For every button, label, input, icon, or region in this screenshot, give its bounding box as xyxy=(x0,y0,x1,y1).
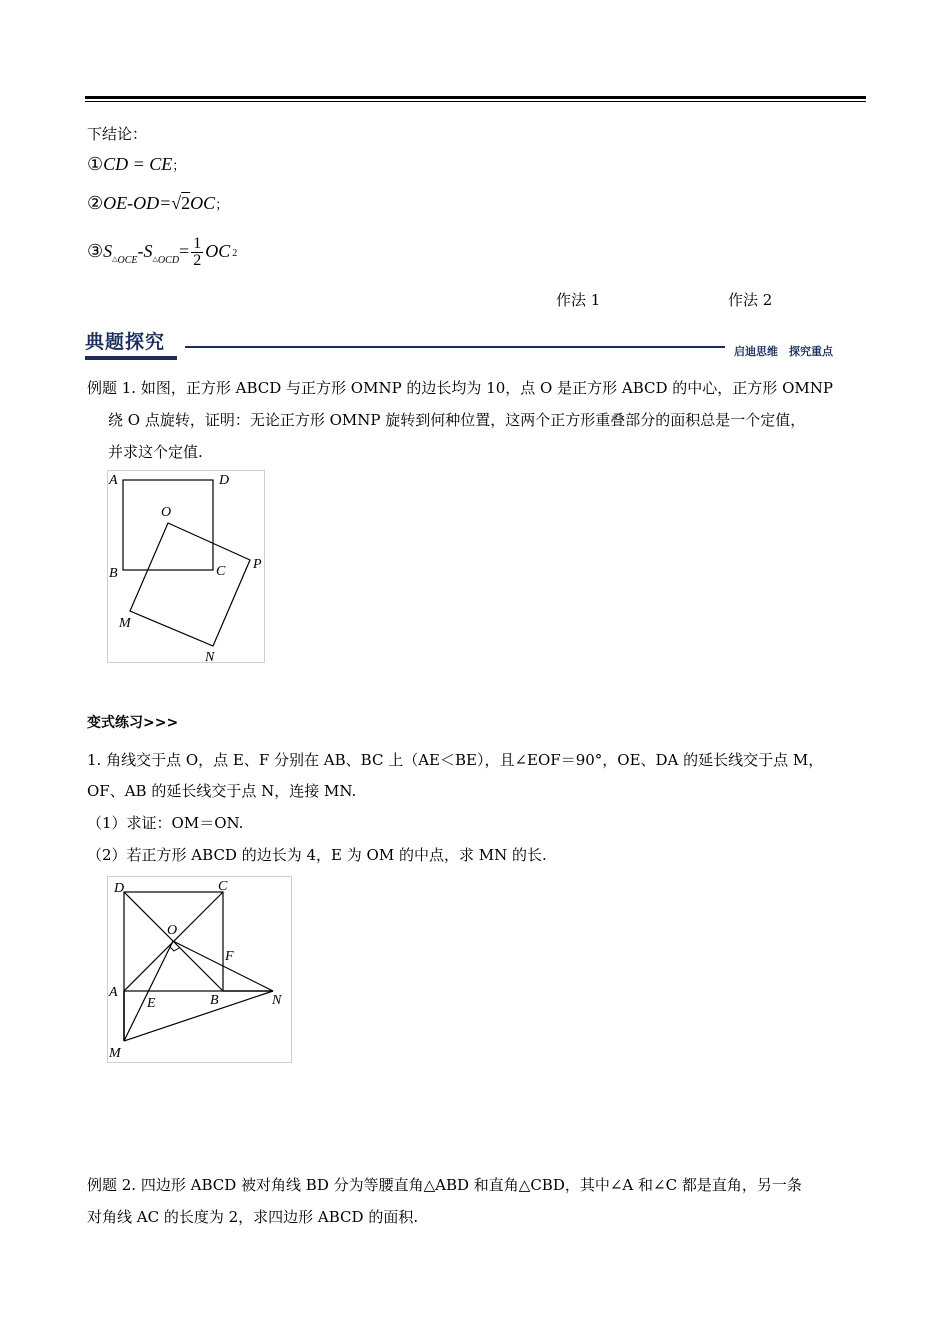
header-rule-thin xyxy=(85,101,866,102)
method-2-label: 作法 2 xyxy=(728,291,773,309)
example2-line1: 例题 2. 四边形 ABCD 被对角线 BD 分为等腰直角△ABD 和直角△CBD，其中∠A 和∠C 都是直角，另一条 xyxy=(87,1176,802,1194)
label-d: D xyxy=(114,881,125,896)
example1-line2: 绕 O 点旋转，证明：无论正方形 OMNP 旋转到何种位置，这两个正方形重叠部分的面积总是一个定值， xyxy=(108,411,806,429)
triangle-symbol-2: △ xyxy=(152,255,158,263)
section-divider-line xyxy=(185,346,725,348)
section-title-underline xyxy=(85,356,177,360)
intro-lead: 下结论： xyxy=(87,125,148,143)
practice-line2: OF、AB 的延长线交于点 N，连接 MN. xyxy=(87,782,357,800)
square-abcd xyxy=(123,480,213,570)
conclusion-3 xyxy=(87,236,237,276)
example1-figure xyxy=(107,470,265,663)
conclusion-3-s1: S xyxy=(103,241,113,261)
practice-figure xyxy=(107,876,292,1063)
header-rule-thick xyxy=(85,96,866,99)
label-f: F xyxy=(225,949,234,964)
conclusion-3-sub1: OCE xyxy=(117,255,138,266)
conclusion-3-exponent: 2 xyxy=(232,248,238,259)
label-c: C xyxy=(218,879,228,894)
practice-line1: 1. 角线交于点 O，点 E、F 分别在 AB、BC 上（AE＜BE），且∠EOF＝90°，OE、DA 的延长线交于点 M， xyxy=(87,751,824,769)
section-tag: 启迪思维 探究重点 xyxy=(734,345,833,358)
practice-part1: （1）求证：OM＝ON. xyxy=(87,814,244,832)
conclusion-2-lhs: OE-OD= xyxy=(103,193,172,213)
conclusion-3-sub2: OCD xyxy=(157,255,180,266)
square-omnp xyxy=(130,523,250,646)
label-m: M xyxy=(119,616,131,631)
conclusion-3-number: ③ xyxy=(87,241,104,261)
conclusion-3-equals: = xyxy=(179,241,190,261)
example1-diagram xyxy=(108,471,264,662)
section-title: 典题探究 xyxy=(85,331,166,353)
label-d: D xyxy=(219,473,230,488)
conclusion-2-number: ② xyxy=(87,193,104,213)
label-n: N xyxy=(272,993,282,1008)
label-m: M xyxy=(109,1046,121,1061)
label-o: O xyxy=(161,505,172,520)
sqrt-sign: √ xyxy=(171,193,182,213)
conclusion-3-minus: -S xyxy=(137,241,153,261)
conclusion-1-expression: CD = CE xyxy=(103,154,173,174)
method-1-label: 作法 1 xyxy=(556,291,601,309)
label-c: C xyxy=(216,564,226,579)
label-o: O xyxy=(167,923,178,938)
conclusion-1-number: ① xyxy=(87,154,104,174)
label-b: B xyxy=(109,566,118,581)
conclusion-1 xyxy=(87,154,185,176)
example1-line3: 并求这个定值. xyxy=(108,443,203,461)
example1-line1: 例题 1. 如图，正方形 ABCD 与正方形 OMNP 的边长均为 10，点 O 是正方形 ABCD 的中心，正方形 OMNP xyxy=(87,379,833,397)
fraction-numerator: 1 xyxy=(193,235,202,253)
label-a: A xyxy=(109,985,118,1000)
conclusion-2-root: 2 xyxy=(181,193,191,213)
practice-diagram xyxy=(108,877,291,1062)
label-p: P xyxy=(253,557,262,572)
example2-line2: 对角线 AC 的长度为 2，求四边形 ABCD 的面积. xyxy=(87,1208,419,1226)
conclusion-3-rhs: OC xyxy=(205,241,231,261)
label-e: E xyxy=(147,996,156,1011)
conclusion-2-rhs: OC xyxy=(190,193,216,213)
conclusion-2-end: ； xyxy=(215,197,229,212)
label-b: B xyxy=(210,993,219,1008)
conclusion-1-end: ； xyxy=(172,158,186,173)
practice-part2: （2）若正方形 ABCD 的边长为 4，E 为 OM 的中点，求 MN 的长. xyxy=(87,846,547,864)
triangle-symbol-1: △ xyxy=(112,255,118,263)
label-n: N xyxy=(205,650,215,662)
label-a: A xyxy=(109,473,118,488)
fraction-denominator: 2 xyxy=(193,252,202,270)
fraction xyxy=(191,236,203,269)
practice-heading: 变式练习>>> xyxy=(87,715,179,731)
right-angle-mark xyxy=(170,947,179,951)
conclusion-2 xyxy=(87,193,228,215)
